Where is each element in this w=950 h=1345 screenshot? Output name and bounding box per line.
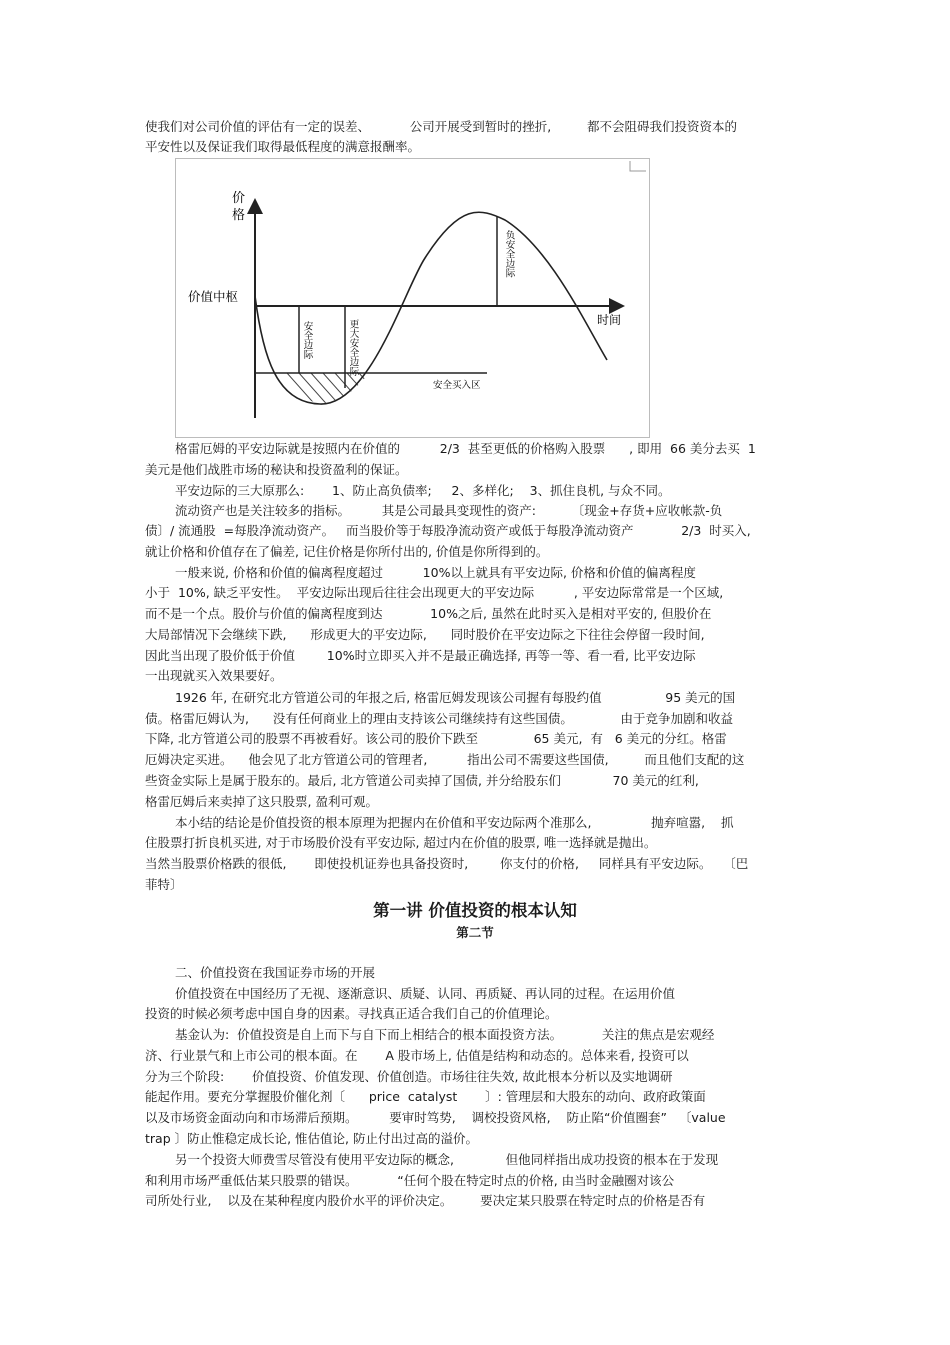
y-axis-label: 价 <box>232 191 246 206</box>
body-line: 另一个投资大师费雪尽管没有使用平安边际的概念, 但他同样指出成功投资的根本在于发现 <box>175 1152 719 1167</box>
section-title: 第一讲 价值投资的根本认知 <box>373 901 577 920</box>
intro-line-2: 平安性以及保证我们取得最低程度的满意报酬率。 <box>145 139 421 154</box>
body-line: 而不是一个点。股价与价值的偏离程度到达 10%之后, 虽然在此时买入是相对平安的, 但股价在 <box>145 606 712 621</box>
body-line: 住股票打折良机买进, 对于市场股价没有平安边际, 超过内在价值的股票, 唯一选择就是抛出。 <box>145 835 657 850</box>
body-line: 投资的时候必须考虑中国自身的因素。寻找真正适合我们自己的价值理论。 <box>145 1006 558 1021</box>
section-subtitle: 第二节 <box>456 925 494 940</box>
body-line: 价值投资在中国经历了无视、逐渐意识、质疑、认同、再质疑、再认同的过程。在运用价值 <box>175 986 676 1001</box>
body-line: 大局部情况下会继续下跌, 形成更大的平安边际, 同时股价在平安边际之下往往会停留一段时间, <box>145 627 705 642</box>
body-line: 司所处行业, 以及在某种程度内股价水平的评价决定。 要决定某只股票在特定时点的价格是否有 <box>145 1193 706 1208</box>
body-line: 平安边际的三大原那么: 1、防止高负债率; 2、多样化; 3、抓住良机, 与众不同。 <box>175 483 671 498</box>
value-center-label: 价值中枢 <box>188 289 239 304</box>
safe-margin-label: 安全边际 <box>301 321 313 359</box>
body-line: 能起作用。要充分掌握股价催化剂〔 price catalyst 〕: 管理层和大股东的动向、政府政策面 <box>145 1089 706 1104</box>
figure-frame <box>176 159 650 438</box>
body-line: 美元是他们战胜市场的秘诀和投资盈利的保证。 <box>145 462 408 477</box>
x-axis-label: 时间 <box>597 313 622 327</box>
body-line: 下降, 北方管道公司的股票不再被看好。该公司的股价下跌至 65 美元, 有 6 美元的分红。格雷 <box>145 731 727 746</box>
body-line: 二、价值投资在我国证券市场的开展 <box>175 965 376 980</box>
body-line: 债。格雷厄姆认为, 没有任何商业上的理由支持该公司继续持有这些国债。 由于竞争加剧和收益 <box>145 711 733 726</box>
body-line: 一般来说, 价格和价值的偏离程度超过 10%以上就具有平安边际, 价格和价值的偏离程度 <box>175 565 696 580</box>
body-line: 本小结的结论是价值投资的根本原理为把握内在价值和平安边际两个准那么, 抛弃喧嚣, 抓 <box>175 815 734 830</box>
body-line: 济、行业景气和上市公司的根本面。在 A 股市场上, 估值是结构和动态的。总体来看, 投资可以 <box>145 1048 689 1063</box>
body-line: 当然当股票价格跌的很低, 即使投机证券也具备投资时, 你支付的价格, 同样具有平安边际。 〔巴 <box>145 856 749 871</box>
body-line: 小于 10%, 缺乏平安性。 平安边际出现后往往会出现更大的平安边际 , 平安边际常常是一个区域, <box>145 585 724 600</box>
intro-line-1: 使我们对公司价值的评估有一定的误差、 公司开展受到暂时的挫折, 都不会阻碍我们投资资本的 <box>145 119 737 134</box>
body-line: 格雷厄姆后来卖掉了这只股票, 盈利可观。 <box>145 794 378 809</box>
body-line: 一出现就买入效果要好。 <box>145 668 283 683</box>
body-line: 就让价格和价值存在了偏差, 记住价格是你所付出的, 价值是你所得到的。 <box>145 544 549 559</box>
bigger-safe-margin-label: 更大安全边际 <box>347 319 359 376</box>
body-line: 因此当出现了股价低于价值 10%时立即买入并不是最正确选择, 再等一等、看一看, 比平安边际 <box>145 648 696 663</box>
body-line: 厄姆决定买进。 他会见了北方管道公司的管理者, 指出公司不需要这些国债, 而且他们支配的这 <box>145 752 745 767</box>
body-line: 格雷厄姆的平安边际就是按照内在价值的 2/3 甚至更低的价格购入股票 , 即用 66 美分去买 1 <box>175 441 756 456</box>
body-line: 流动资产也是关注较多的指标。 其是公司最具变现性的资产: 〔现金+存货+应收帐款-负 <box>175 503 723 518</box>
body-line: 以及市场资金面动向和市场滞后预期。 要审时笃势, 调校投资风格, 防止陷“价值圈套” 〔value <box>145 1110 726 1125</box>
y-axis-label: 格 <box>232 208 246 223</box>
body-line: 些资金实际上是属于股东的。最后, 北方管道公司卖掉了国债, 并分给股东们 70 美元的红利, <box>145 773 699 788</box>
body-line: 基金认为: 价值投资是自上而下与自下而上相结合的根本面投资方法。 关注的焦点是宏观经 <box>175 1027 715 1042</box>
body-line: 分为三个阶段: 价值投资、价值发现、价值创造。市场往往失效, 故此根本分析以及实地调研 <box>145 1069 673 1084</box>
body-line: 1926 年, 在研究北方管道公司的年报之后, 格雷厄姆发现该公司握有每股约值 95 美元的国 <box>175 690 736 705</box>
body-line: 和利用市场严重低估某只股票的错误。 “任何个股在特定时点的价格, 由当时金融圈对该公 <box>145 1173 675 1188</box>
margin-of-safety-diagram <box>175 158 650 438</box>
buy-zone-label: 安全买入区 <box>433 380 481 391</box>
body-line: 菲特〕 <box>145 877 183 892</box>
negative-margin-label: 负安全边际 <box>503 230 515 278</box>
body-line: 债〕/ 流通股 =每股净流动资产。 而当股价等于每股净流动资产或低于每股净流动资产 2/3 时买入, <box>145 523 751 538</box>
body-line: trap 〕防止惟稳定成长论, 惟估值论, 防止付出过高的溢价。 <box>145 1131 479 1146</box>
